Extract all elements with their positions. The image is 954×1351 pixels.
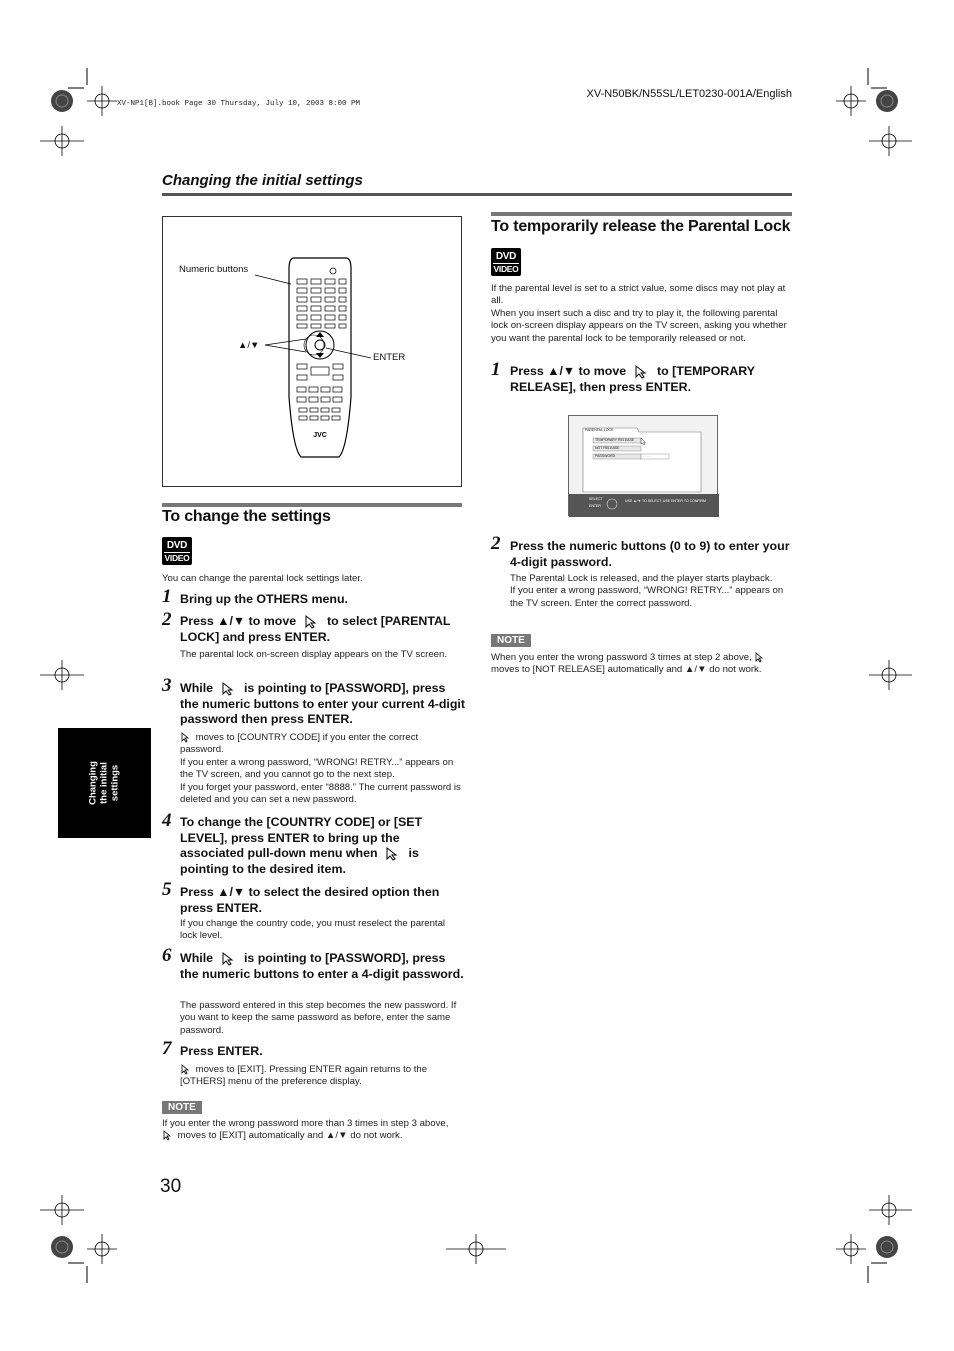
- step-number: 5: [162, 879, 172, 900]
- cursor-icon: [217, 681, 241, 696]
- crop-mark-bl: [68, 1263, 87, 1283]
- screen-select-label: SELECT: [589, 497, 603, 501]
- section-title: Changing the initial settings: [162, 172, 363, 189]
- crosshair: [446, 1234, 506, 1264]
- screen-hint: USE ▲/▼ TO SELECT, USE ENTER TO CONFIRM: [625, 499, 706, 503]
- color-target: [876, 90, 898, 112]
- right-step-2-body: The Parental Lock is released, and the player starts playback. If you enter a wrong password, “WRONG! RETRY...” appears on the TV screen. Enter the correct password.: [510, 573, 784, 609]
- print-header: XV-NP1[B].book Page 30 Thursday, July 10, 2003 8:00 PM: [117, 100, 361, 108]
- crosshair: [836, 1234, 866, 1264]
- right-note-text: When you enter the wrong password 3 times at step 2 above, moves to [NOT RELEASE] automatically and ▲/▼ do not work.: [491, 652, 792, 677]
- step-4-instruction: To change the [COUNTRY CODE] or [SET LEVEL], press ENTER to bring up the associated pull-down menu when is pointing to the desired item.: [180, 815, 423, 876]
- step-1-instruction: Bring up the OTHERS menu.: [180, 592, 348, 606]
- badge-dvd: DVD: [495, 251, 517, 262]
- crosshair: [869, 126, 912, 156]
- step-7-instruction: Press ENTER.: [180, 1044, 263, 1058]
- crosshair: [40, 126, 84, 156]
- step-number: 3: [162, 675, 172, 696]
- cursor-icon: [381, 846, 405, 861]
- cursor-icon: [630, 364, 654, 379]
- right-heading-rule: [491, 212, 792, 216]
- crosshair: [87, 1234, 117, 1264]
- crosshair: [869, 1195, 912, 1225]
- crosshair: [40, 660, 84, 690]
- step-6-body: The password entered in this step becomes the new password. If you want to keep the same password as before, enter the same password.: [180, 1000, 457, 1036]
- color-target: [51, 90, 73, 112]
- side-tab: [58, 728, 151, 838]
- left-intro: You can change the parental lock settings later.: [162, 573, 363, 584]
- remote-figure: [162, 216, 462, 487]
- model-id: XV-N50BK/N55SL/LET0230-001A/English: [586, 88, 792, 100]
- dvd-video-badge: [491, 248, 521, 276]
- badge-video: VIDEO: [493, 264, 519, 274]
- badge-dvd: DVD: [166, 540, 188, 551]
- step-number: 2: [162, 609, 172, 630]
- enter-label: ENTER: [373, 352, 406, 363]
- crop-mark-br: [868, 1263, 887, 1283]
- dvd-video-badge: [162, 537, 192, 565]
- cursor-icon: [300, 614, 324, 629]
- remote-control-icon: [163, 217, 463, 488]
- step-number: 7: [162, 1038, 172, 1059]
- arrows-label: ▲/▼: [238, 340, 260, 351]
- step-7-body: moves to [EXIT]. Pressing ENTER again returns to the [OTHERS] menu of the preference display.: [180, 1064, 428, 1088]
- left-heading-rule: [162, 503, 462, 507]
- crosshair: [836, 86, 866, 116]
- cursor-icon: [180, 1064, 193, 1075]
- color-target: [51, 1236, 73, 1258]
- step-3-body: moves to [COUNTRY CODE] if you enter the correct password. If you enter a wrong password, “WRONG! RETRY...” appears on the TV screen, and you cannot go to the next step. If you forget your password, enter “8888.” The current password is deleted and you can set a new password.: [180, 732, 461, 806]
- screen-option-password: PASSWORD: [595, 454, 616, 458]
- screen-enter-label: ENTER: [589, 504, 601, 508]
- cursor-icon: [217, 951, 241, 966]
- crosshair: [40, 1195, 84, 1225]
- crosshair: [87, 86, 117, 116]
- numeric-buttons-label: Numeric buttons: [179, 264, 249, 275]
- step-number: 1: [162, 586, 172, 607]
- step-2-instruction: Press ▲/▼ to move to select [PARENTAL LOCK] and press ENTER.: [180, 614, 451, 644]
- step-number: 4: [162, 810, 172, 831]
- step-5-instruction: Press ▲/▼ to select the desired option then press ENTER.: [180, 885, 440, 915]
- crosshair: [869, 660, 912, 690]
- step-5-body: If you change the country code, you must reselect the parental lock level.: [180, 918, 446, 942]
- side-tab-label: Changing the initial settings: [87, 761, 121, 805]
- right-step-2-instruction: Press the numeric buttons (0 to 9) to enter your 4-digit password.: [510, 539, 790, 569]
- parental-lock-screen: [568, 415, 718, 516]
- step-3-instruction: While is pointing to [PASSWORD], press the numeric buttons to enter your current 4-digit password then press ENTER.: [180, 681, 466, 727]
- step-number: 2: [491, 533, 501, 554]
- step-6-instruction: While is pointing to [PASSWORD], press the numeric buttons to enter a 4-digit password.: [180, 951, 464, 981]
- right-heading: To temporarily release the Parental Lock: [491, 218, 791, 235]
- badge-video: VIDEO: [164, 553, 190, 563]
- left-note-text: If you enter the wrong password more than 3 times in step 3 above, moves to [EXIT] automatically and ▲/▼ do not work.: [162, 1118, 449, 1142]
- color-target: [876, 1236, 898, 1258]
- screen-option-not-release: NOT RELEASE: [595, 446, 620, 450]
- cursor-icon: [162, 1130, 175, 1141]
- header-rule: [162, 193, 792, 196]
- cursor-icon: [754, 652, 767, 663]
- step-number: 1: [491, 359, 501, 380]
- step-number: 6: [162, 945, 172, 966]
- screen-password-value: - - - -: [643, 454, 651, 458]
- left-heading: To change the settings: [162, 508, 331, 525]
- screen-option-temporary-release: TEMPORARY RELEASE: [595, 438, 635, 442]
- page-number: 30: [160, 1176, 182, 1197]
- step-2-body: The parental lock on-screen display appears on the TV screen.: [180, 649, 447, 660]
- cursor-icon: [180, 732, 193, 743]
- screen-tab: PARENTAL LOCK: [585, 428, 614, 432]
- right-step-1-instruction: Press ▲/▼ to move to [TEMPORARY RELEASE], then press ENTER.: [510, 364, 755, 394]
- remote-brand: JVC: [313, 432, 327, 439]
- crop-mark-tl: [68, 68, 87, 88]
- right-intro: If the parental level is set to a strict value, some discs may not play at all. When you insert such a disc and try to play it, the following parental lock on-screen display appears on the TV screen, asking you whether you want the parental lock to be temporarily released or not.: [491, 283, 787, 344]
- crop-mark-tr: [868, 68, 887, 88]
- note-label: NOTE: [162, 1101, 202, 1114]
- note-label: NOTE: [491, 634, 531, 647]
